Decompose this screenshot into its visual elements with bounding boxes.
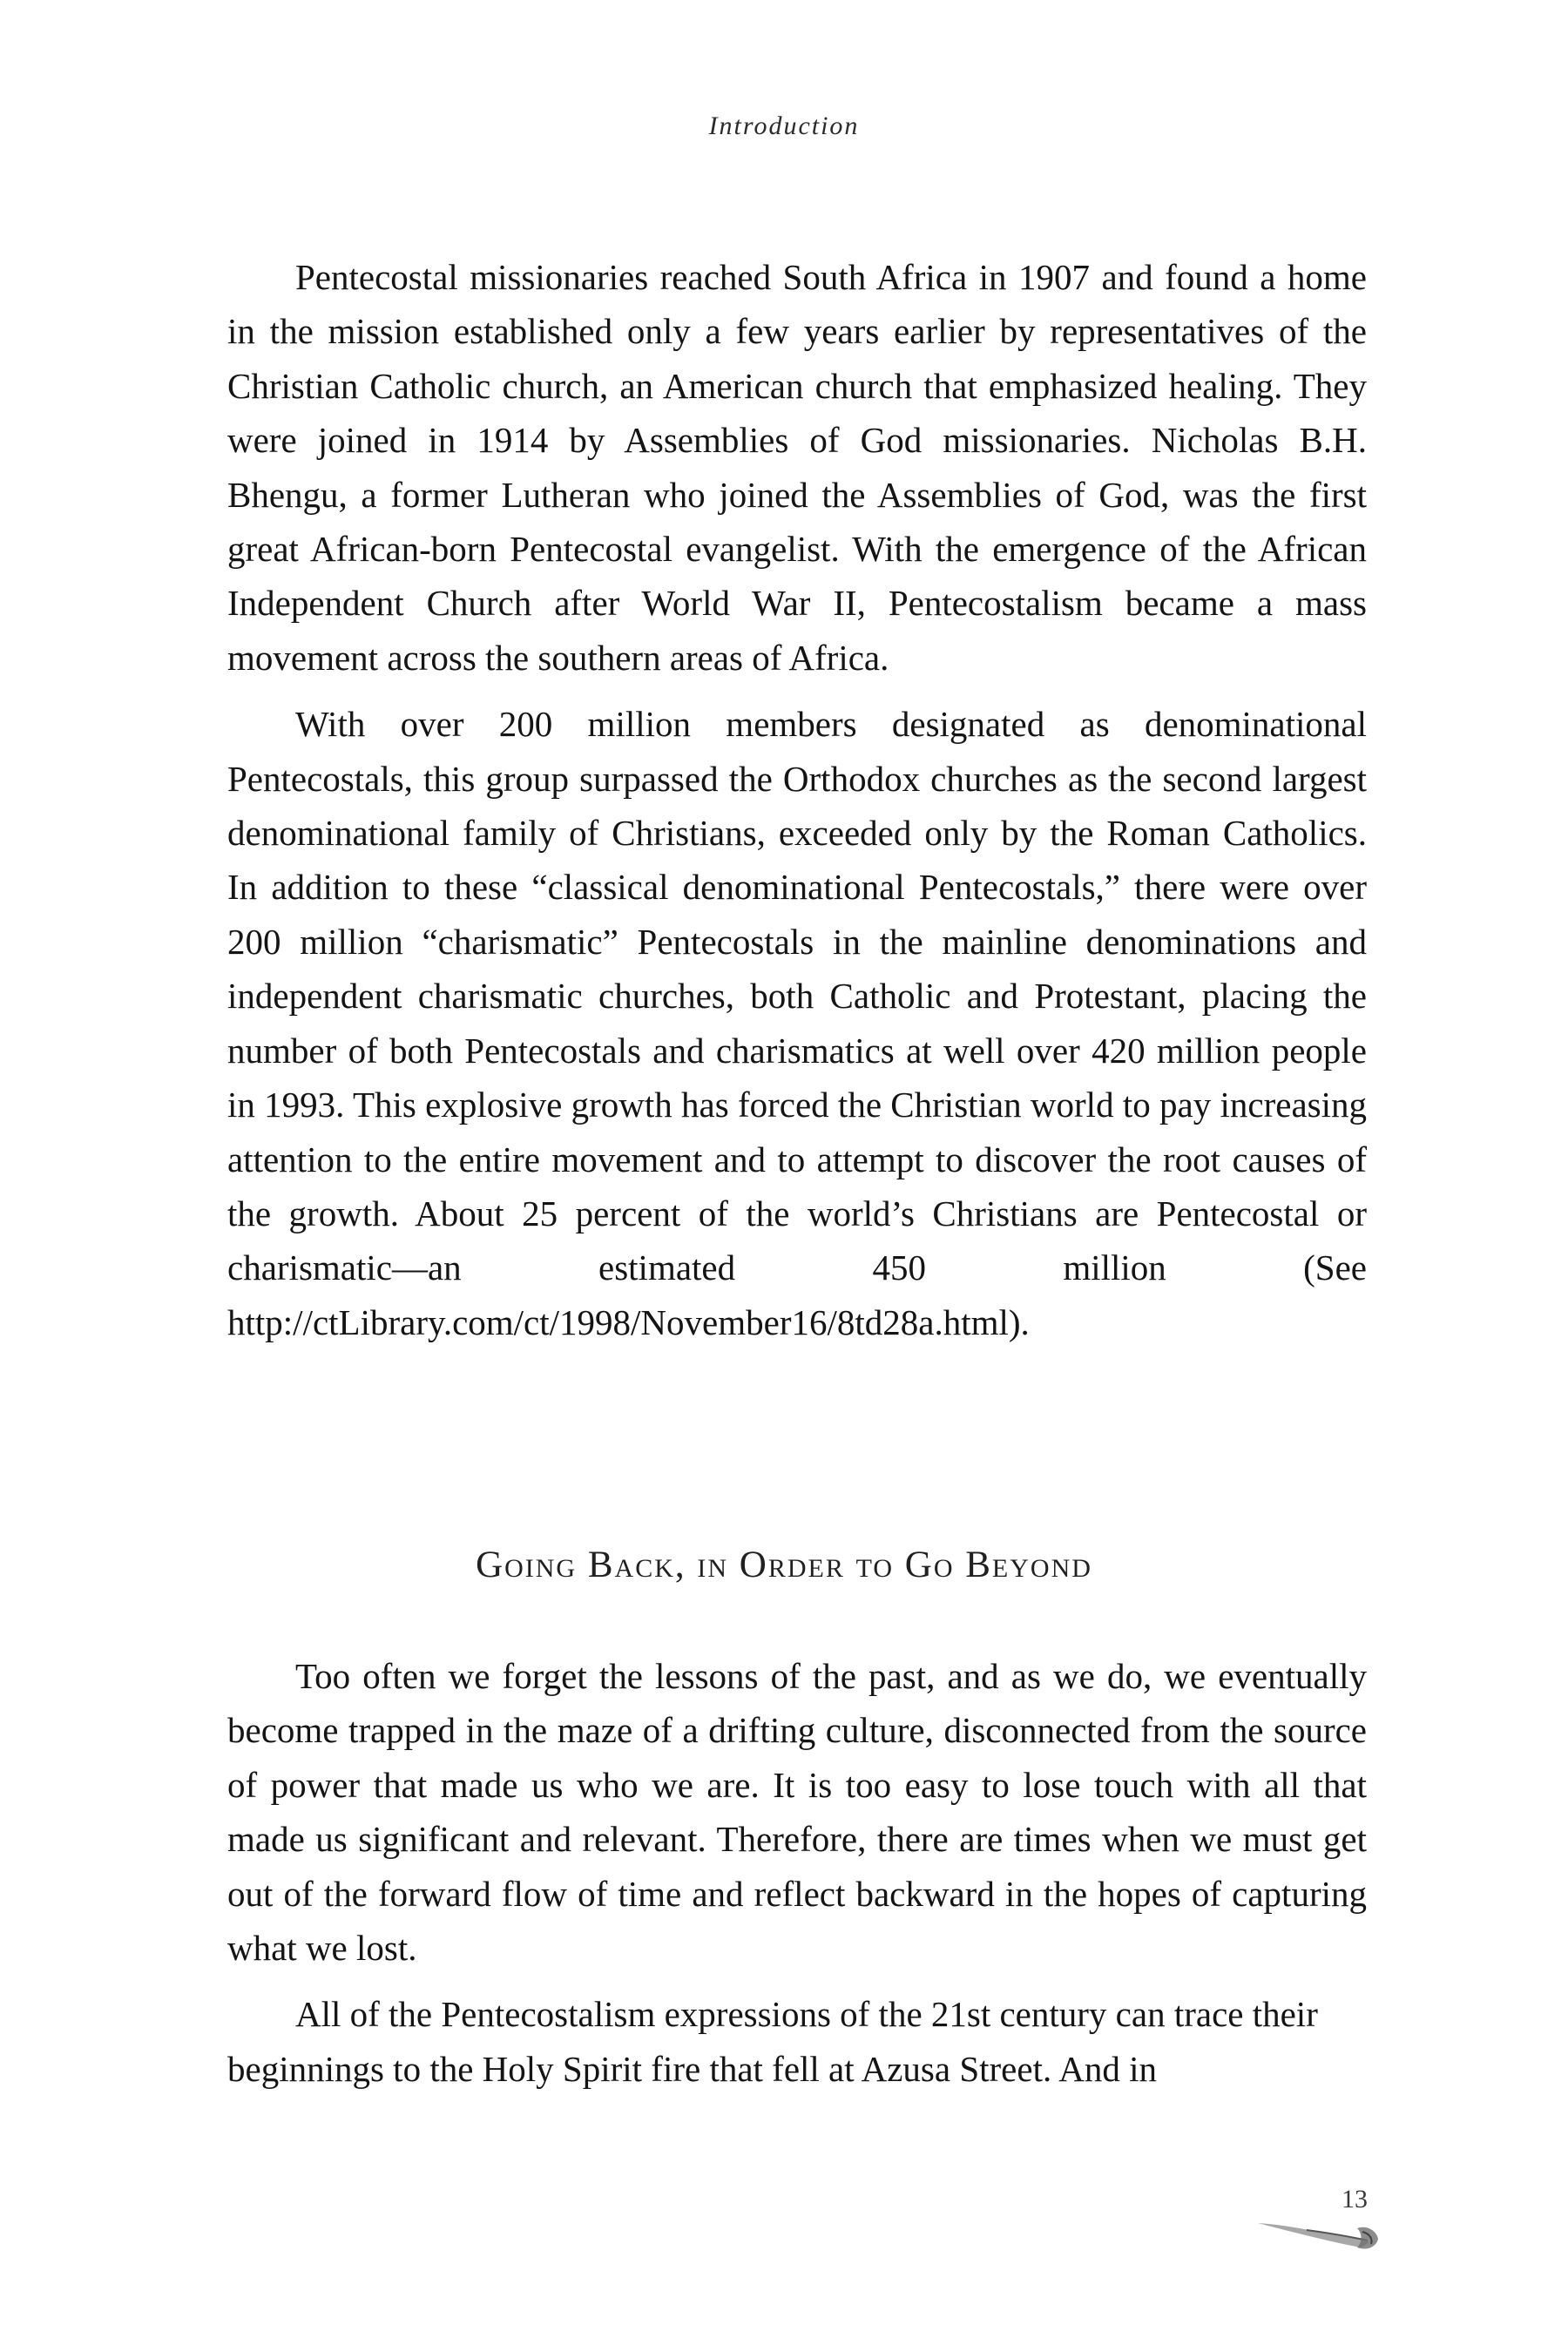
page-number: 13 <box>1342 2185 1368 2213</box>
paragraph-lessons-of-past: Too often we forget the lessons of the past, and as we do, we eventually become trapped in the maze of a drifting culture, disconnected from the source of power that made us who we are. It is too easy to lose touch with all that made us significant and relevant. Therefore, there are times when we must get out of the forward flow of time and reflect backward in the hopes of capturing what we lost. <box>227 1656 1367 1969</box>
paragraph-azusa-street: All of the Pentecostalism expressions of the 21st century can trace their beginnings to the Holy Spirit fire that fell at Azusa Street. And in <box>227 1994 1318 2089</box>
paragraph-south-africa: Pentecostal missionaries reached South Africa in 1907 and found a home in the mission established only a few years earlier by representatives of the Christian Catholic church, an American church that emphasized healing. They were joined in 1914 by Assemblies of God missionaries. Nicholas B.H. Bhengu, a former Lutheran who joined the Assemblies of God, was the first great African-born Pentecostal evangelist. With the emergence of the African Independent Church after World War II, Pentecostalism became a mass movement across the southern areas of Africa. <box>227 257 1367 678</box>
body-text-top <box>227 250 1367 1349</box>
running-head: Introduction <box>708 112 860 140</box>
quill-icon <box>1254 2204 1385 2256</box>
paragraph-denominational-growth: With over 200 million members designated as denominational Pentecostals, this group surpassed the Orthodox churches as the second largest denominational family of Christians, exceeded only by the Roman Catholics. In addition to these “classical denominational Pentecostals,” there were over 200 million “charismatic” Pentecostals in the mainline denominations and independent charismatic churches, both Catholic and Protestant, placing the number of both Pentecostals and charismatics at well over 420 million people in 1993. This explosive growth has forced the Christian world to pay increasing attention to the entire movement and to attempt to discover the root causes of the growth. About 25 percent of the world’s Christians are Pentecostal or charismatic—an estimated 450 million (See http://ctLibrary.com/ct/1998/November16/8td28a.html). <box>227 704 1367 1342</box>
section-heading: Going Back, in Order to Go Beyond <box>476 1544 1092 1585</box>
body-text-bottom <box>227 1649 1367 2096</box>
